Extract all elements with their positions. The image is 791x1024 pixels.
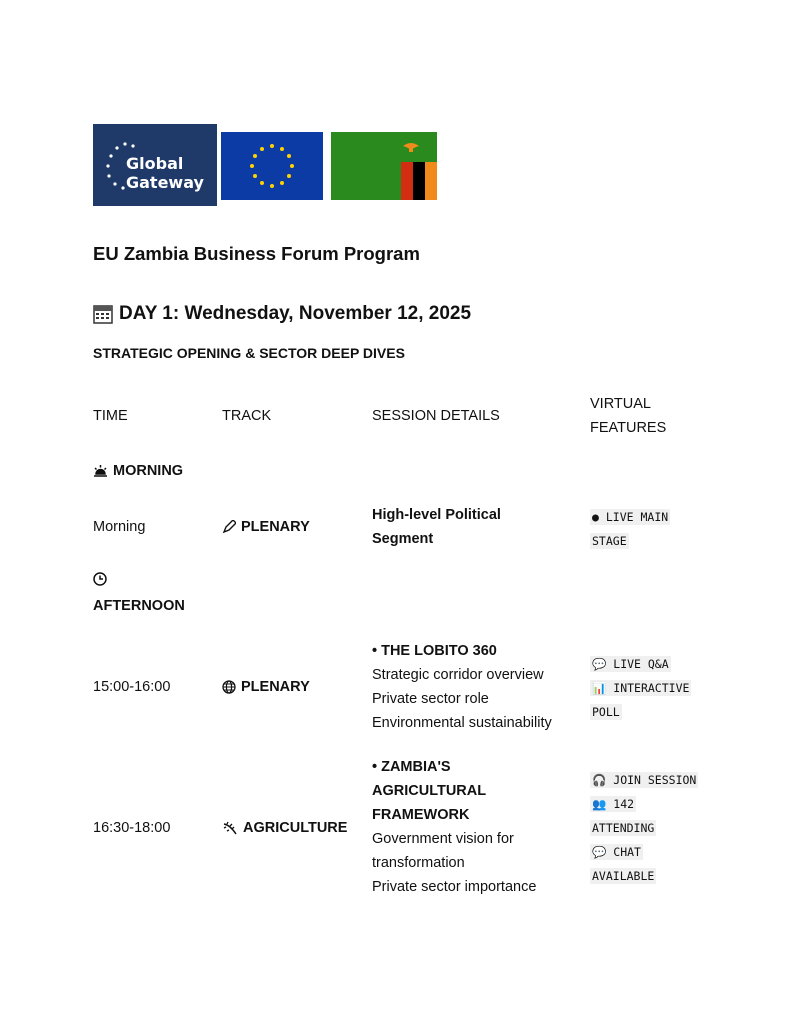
sunrise-icon [93,465,108,477]
header-session-details: SESSION DETAILS [372,408,500,424]
row-3-time: 16:30-18:00 [93,820,171,836]
people-icon: 👥 [592,797,607,811]
row-1-track: PLENARY [222,515,310,539]
row-1-time: Morning [93,519,146,535]
row-3-session-details: • ZAMBIA'S AGRICULTURAL FRAMEWORK Government vision for transformation Private sector importance [372,755,536,899]
page-title: EU Zambia Business Forum Program [93,243,420,264]
bar-chart-icon: 📊 [592,681,607,695]
day-heading [93,303,471,325]
attendees-count: 👥 142 [592,797,635,811]
section-afternoon [93,570,185,618]
pencil-icon [222,520,236,534]
detail-line: Environmental sustainability [372,715,552,731]
clock-icon [93,572,107,586]
header-banner [93,124,443,206]
calendar-icon [93,304,113,324]
day-subtitle: STRATEGIC OPENING & SECTOR DEEP DIVES [93,345,405,361]
section-afternoon-label: AFTERNOON [93,598,185,614]
brand-line-2: Gateway [126,173,204,192]
detail-line: Strategic corridor overview [372,667,544,683]
detail-line: Private sector importance [372,879,537,895]
record-dot-icon: ● [592,510,599,524]
interactive-poll-link[interactable]: 📊 INTERACTIVE [592,681,690,695]
header-track: TRACK [222,408,272,424]
row-1-session-title: High-level Political Segment [372,507,501,547]
wheat-icon [222,821,238,835]
header-time: TIME [93,408,128,424]
globe-icon [222,680,236,694]
header-virtual-features: VIRTUAL FEATURES [590,396,667,436]
live-qa-link[interactable]: 💬 LIVE Q&A [592,657,669,671]
row-2-virtual-features: 💬 LIVE Q&A 📊 INTERACTIVE POLL [590,652,691,724]
chat-bubble-icon: 💬 [592,657,607,671]
section-morning-label: MORNING [113,463,184,479]
detail-line: Government vision for [372,831,514,847]
headphones-icon: 🎧 [592,773,607,787]
row-2-time: 15:00-16:00 [93,679,171,695]
brand-line-1: Global [126,154,184,173]
row-1-virtual-live-main-stage[interactable]: ● LIVE MAIN STAGE [592,510,669,548]
eu-flag-icon [221,132,323,200]
detail-line: transformation [372,855,465,871]
chat-link[interactable]: 💬 CHAT [592,845,641,859]
row-3-virtual-features: 🎧 JOIN SESSION 👥 142 ATTENDING 💬 CHAT AVAILABLE [590,768,698,888]
section-morning [93,459,183,483]
zambia-flag-icon [331,132,437,200]
row-3-track: AGRICULTURE [222,816,347,840]
row-2-track: PLENARY [222,675,310,699]
day-heading-text: DAY 1: Wednesday, November 12, 2025 [119,303,472,324]
chat-bubble-icon: 💬 [592,845,607,859]
global-gateway-logo [93,124,217,206]
row-2-session-details [372,639,552,735]
join-session-link[interactable]: 🎧 JOIN SESSION [592,773,697,787]
detail-line: Private sector role [372,691,489,707]
row-2-session-title: • THE LOBITO 360 [372,643,497,659]
